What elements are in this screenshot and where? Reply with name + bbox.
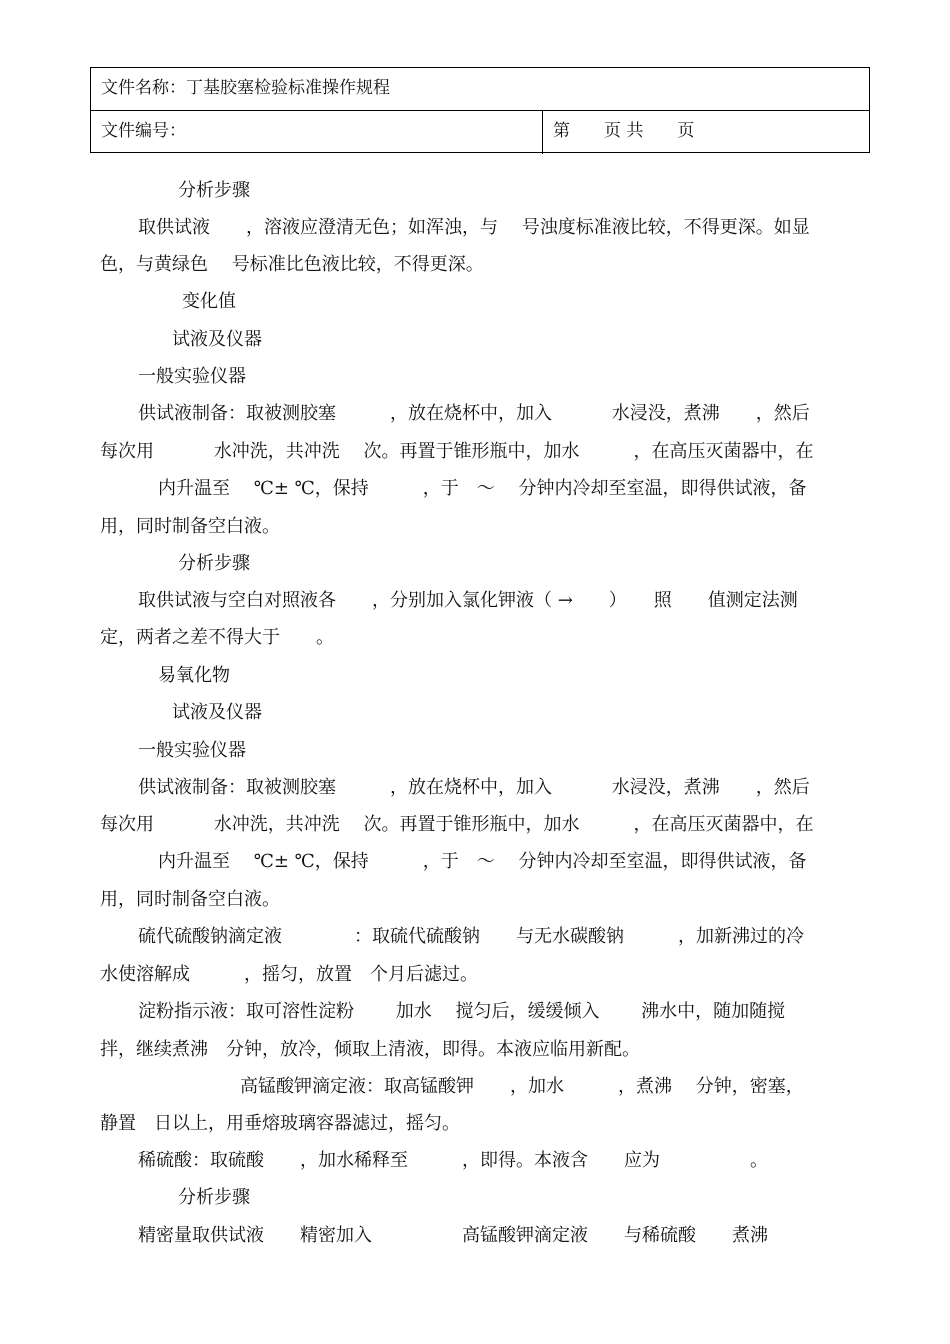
- paragraph-line: 定，两者之差不得大于 。: [100, 627, 334, 648]
- paragraph-line: 取供试液与空白对照液各 ，分别加入氯化钾液（ → ） 照 值测定法测: [138, 590, 798, 611]
- paragraph-line: 稀硫酸：取硫酸 ，加水稀释至 ，即得。本液含 应为 。: [138, 1150, 768, 1171]
- paragraph-line: 内升温至 ℃± ℃，保持 ，于 ～ 分钟内冷却至室温，即得供试液，备: [158, 851, 807, 872]
- paragraph-line: 一般实验仪器: [138, 366, 246, 387]
- page-info: 第 页 共 页: [553, 121, 695, 141]
- section-heading: 分析步骤: [178, 1187, 250, 1208]
- paragraph-line: 水使溶解成 ，摇匀，放置 个月后滤过。: [100, 964, 478, 985]
- paragraph-line: 一般实验仪器: [138, 740, 246, 761]
- paragraph-line: 高锰酸钾滴定液：取高锰酸钾 ，加水 ，煮沸 分钟，密塞，: [240, 1076, 804, 1097]
- section-heading: 分析步骤: [178, 553, 250, 574]
- file-number: 文件编号：: [101, 121, 186, 141]
- file-name: 文件名称：丁基胶塞检验标准操作规程: [101, 78, 390, 98]
- section-heading: 试液及仪器: [172, 329, 262, 350]
- paragraph-line: 内升温至 ℃± ℃，保持 ，于 ～ 分钟内冷却至室温，即得供试液，备: [158, 478, 807, 499]
- paragraph-line: 拌，继续煮沸 分钟，放冷，倾取上清液，即得。本液应临用新配。: [100, 1039, 640, 1060]
- header-divider: [542, 111, 543, 154]
- paragraph-line: 每次用 水冲洗，共冲洗 次。再置于锥形瓶中，加水 ，在高压灭菌器中，在: [100, 814, 814, 835]
- paragraph-line: 供试液制备：取被测胶塞 ，放在烧杯中，加入 水浸没，煮沸 ，然后: [138, 777, 810, 798]
- document-header-table: [90, 67, 870, 153]
- paragraph-line: 色，与黄绿色 号标准比色液比较，不得更深。: [100, 254, 484, 275]
- paragraph-line: 用，同时制备空白液。: [100, 516, 280, 537]
- paragraph-line: 每次用 水冲洗，共冲洗 次。再置于锥形瓶中，加水 ，在高压灭菌器中，在: [100, 441, 814, 462]
- paragraph-line: 用，同时制备空白液。: [100, 889, 280, 910]
- paragraph-line: 静置 日以上，用垂熔玻璃容器滤过，摇匀。: [100, 1113, 460, 1134]
- paragraph-line: 供试液制备：取被测胶塞 ，放在烧杯中，加入 水浸没，煮沸 ，然后: [138, 403, 810, 424]
- paragraph-line: 精密量取供试液 精密加入 高锰酸钾滴定液 与稀硫酸 煮沸: [138, 1225, 768, 1246]
- section-heading: 变化值: [182, 291, 236, 312]
- paragraph-line: 淀粉指示液：取可溶性淀粉 加水 搅匀后，缓缓倾入 沸水中，随加随搅: [138, 1001, 786, 1022]
- paragraph-line: 取供试液 ，溶液应澄清无色；如浑浊，与 号浊度标准液比较，不得更深。如显: [138, 217, 810, 238]
- section-heading: 分析步骤: [178, 180, 250, 201]
- paragraph-line: 硫代硫酸钠滴定液 ：取硫代硫酸钠 与无水碳酸钠 ，加新沸过的冷: [138, 926, 804, 947]
- section-heading: 试液及仪器: [172, 702, 262, 723]
- section-heading: 易氧化物: [158, 665, 230, 686]
